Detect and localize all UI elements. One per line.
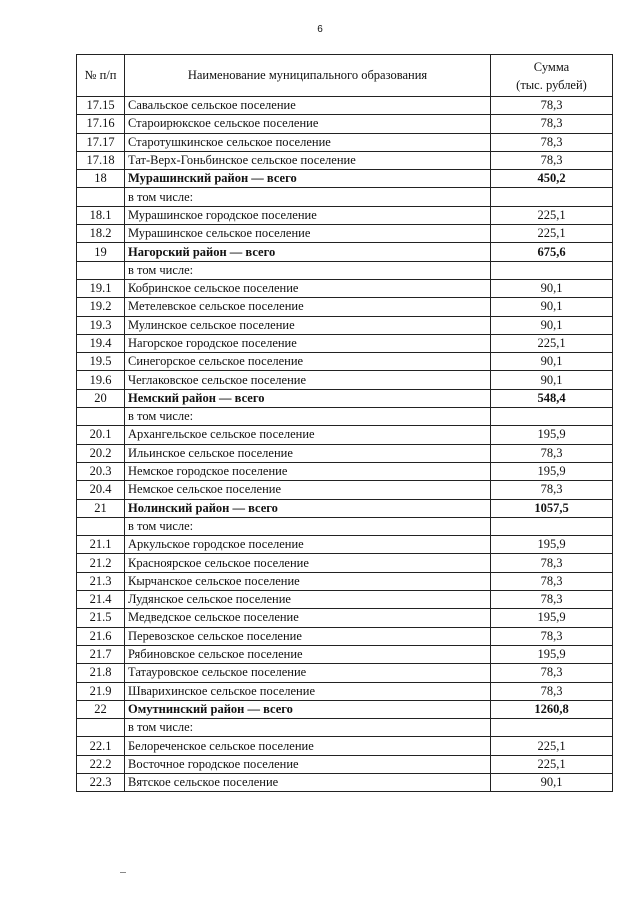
table-row: [77, 773, 613, 791]
row-sum: 195,9: [491, 645, 613, 663]
row-number: 20.4: [77, 481, 125, 499]
table-row: [77, 481, 613, 499]
row-name: Немский район — всего: [125, 389, 491, 407]
table-row: [77, 353, 613, 371]
table-row: [77, 755, 613, 773]
row-name: Татауровское сельское поселение: [125, 664, 491, 682]
row-name: Нагорское городское поселение: [125, 334, 491, 352]
subheading-row: [77, 408, 613, 426]
header-sum-line2: (тыс. рублей): [516, 77, 587, 92]
row-name: Перевозское сельское поселение: [125, 627, 491, 645]
table-row: [77, 591, 613, 609]
row-name: Омутнинский район — всего: [125, 700, 491, 718]
row-sum: 90,1: [491, 316, 613, 334]
row-sum: 78,3: [491, 481, 613, 499]
row-name: Тат-Верх-Гоньбинское сельское поселение: [125, 151, 491, 169]
row-name: Рябиновское сельское поселение: [125, 645, 491, 663]
table-row: [77, 206, 613, 224]
row-number: 19.1: [77, 279, 125, 297]
row-number: 21.8: [77, 664, 125, 682]
row-number: 19.6: [77, 371, 125, 389]
row-name: Лудянское сельское поселение: [125, 591, 491, 609]
table-row: [77, 298, 613, 316]
row-number: 17.15: [77, 97, 125, 115]
row-name: Нолинский район — всего: [125, 499, 491, 517]
table-row: [77, 737, 613, 755]
row-number: 18: [77, 170, 125, 188]
row-name: в том числе:: [125, 408, 491, 426]
row-sum: [491, 517, 613, 535]
table-row: [77, 279, 613, 297]
row-sum: 1260,8: [491, 700, 613, 718]
row-name: Мурашинский район — всего: [125, 170, 491, 188]
row-number: [77, 517, 125, 535]
row-sum: 195,9: [491, 426, 613, 444]
table-row: [77, 645, 613, 663]
table-header-row: [77, 55, 613, 97]
row-name: в том числе:: [125, 261, 491, 279]
row-name: Кырчанское сельское поселение: [125, 572, 491, 590]
table-row: [77, 682, 613, 700]
table-row: [77, 334, 613, 352]
row-name: Красноярское сельское поселение: [125, 554, 491, 572]
row-sum: 78,3: [491, 97, 613, 115]
header-sum: [491, 55, 613, 97]
row-sum: 195,9: [491, 462, 613, 480]
row-name: Мурашинское городское поселение: [125, 206, 491, 224]
table-row: [77, 316, 613, 334]
district-total-row: [77, 700, 613, 718]
row-sum: 225,1: [491, 737, 613, 755]
header-sum-line1: Сумма: [533, 59, 570, 74]
row-sum: 1057,5: [491, 499, 613, 517]
row-name: Старотушкинское сельское поселение: [125, 133, 491, 151]
row-sum: 78,3: [491, 133, 613, 151]
row-sum: 225,1: [491, 206, 613, 224]
row-name: в том числе:: [125, 188, 491, 206]
table-body: [77, 97, 613, 792]
row-number: 18.2: [77, 225, 125, 243]
table-row: [77, 444, 613, 462]
row-number: 19: [77, 243, 125, 261]
row-number: 17.18: [77, 151, 125, 169]
row-sum: 225,1: [491, 334, 613, 352]
row-sum: 195,9: [491, 536, 613, 554]
page-number: 6: [317, 24, 323, 35]
table-row: [77, 627, 613, 645]
row-sum: 450,2: [491, 170, 613, 188]
row-number: 22.2: [77, 755, 125, 773]
row-number: 21.7: [77, 645, 125, 663]
row-number: 19.2: [77, 298, 125, 316]
subheading-row: [77, 517, 613, 535]
allocation-table: [76, 54, 613, 792]
row-name: Медведское сельское поселение: [125, 609, 491, 627]
row-sum: 90,1: [491, 298, 613, 316]
row-number: 21: [77, 499, 125, 517]
row-sum: [491, 188, 613, 206]
row-name: Шварихинское сельское поселение: [125, 682, 491, 700]
row-sum: [491, 719, 613, 737]
row-sum: 90,1: [491, 279, 613, 297]
subheading-row: [77, 188, 613, 206]
header-name: Наименование муниципального образования: [125, 55, 491, 97]
table-row: [77, 133, 613, 151]
row-number: [77, 719, 125, 737]
row-number: 17.16: [77, 115, 125, 133]
row-name: Метелевское сельское поселение: [125, 298, 491, 316]
row-name: Нагорский район — всего: [125, 243, 491, 261]
row-sum: 78,3: [491, 444, 613, 462]
row-name: Ильинское сельское поселение: [125, 444, 491, 462]
row-sum: 78,3: [491, 664, 613, 682]
table-row: [77, 664, 613, 682]
row-number: 20.2: [77, 444, 125, 462]
row-number: [77, 408, 125, 426]
row-name: в том числе:: [125, 517, 491, 535]
row-sum: [491, 408, 613, 426]
row-name: Немское сельское поселение: [125, 481, 491, 499]
row-name: Белореченское сельское поселение: [125, 737, 491, 755]
row-sum: 225,1: [491, 755, 613, 773]
row-sum: 90,1: [491, 371, 613, 389]
row-sum: 78,3: [491, 591, 613, 609]
table-row: [77, 151, 613, 169]
table-row: [77, 115, 613, 133]
row-name: Савальское сельское поселение: [125, 97, 491, 115]
row-name: Кобринское сельское поселение: [125, 279, 491, 297]
row-sum: 195,9: [491, 609, 613, 627]
row-name: Мулинское сельское поселение: [125, 316, 491, 334]
district-total-row: [77, 499, 613, 517]
row-name: Вятское сельское поселение: [125, 773, 491, 791]
row-number: [77, 188, 125, 206]
subheading-row: [77, 719, 613, 737]
table-row: [77, 426, 613, 444]
row-number: 21.1: [77, 536, 125, 554]
row-number: 21.5: [77, 609, 125, 627]
row-name: Чеглаковское сельское поселение: [125, 371, 491, 389]
subheading-row: [77, 261, 613, 279]
row-sum: 78,3: [491, 682, 613, 700]
row-sum: 548,4: [491, 389, 613, 407]
table-row: [77, 225, 613, 243]
row-sum: [491, 261, 613, 279]
district-total-row: [77, 243, 613, 261]
row-sum: 90,1: [491, 353, 613, 371]
row-sum: 675,6: [491, 243, 613, 261]
table-row: [77, 554, 613, 572]
row-number: 21.2: [77, 554, 125, 572]
row-name: Немское городское поселение: [125, 462, 491, 480]
row-number: 21.3: [77, 572, 125, 590]
row-sum: 90,1: [491, 773, 613, 791]
row-name: в том числе:: [125, 719, 491, 737]
row-sum: 78,3: [491, 115, 613, 133]
table-row: [77, 462, 613, 480]
row-number: 18.1: [77, 206, 125, 224]
row-number: 19.5: [77, 353, 125, 371]
table-row: [77, 536, 613, 554]
row-sum: 78,3: [491, 554, 613, 572]
row-number: [77, 261, 125, 279]
row-number: 17.17: [77, 133, 125, 151]
row-number: 21.6: [77, 627, 125, 645]
row-number: 21.9: [77, 682, 125, 700]
row-name: Староирюкское сельское поселение: [125, 115, 491, 133]
row-number: 20: [77, 389, 125, 407]
row-number: 21.4: [77, 591, 125, 609]
row-number: 22: [77, 700, 125, 718]
row-number: 22.3: [77, 773, 125, 791]
table-row: [77, 97, 613, 115]
row-name: Мурашинское сельское поселение: [125, 225, 491, 243]
header-num: № п/п: [77, 55, 125, 97]
row-name: Аркульское городское поселение: [125, 536, 491, 554]
table-row: [77, 371, 613, 389]
row-number: 20.3: [77, 462, 125, 480]
row-number: 22.1: [77, 737, 125, 755]
row-sum: 78,3: [491, 151, 613, 169]
table-row: [77, 572, 613, 590]
row-name: Синегорское сельское поселение: [125, 353, 491, 371]
row-name: Архангельское сельское поселение: [125, 426, 491, 444]
row-number: 19.3: [77, 316, 125, 334]
row-number: 20.1: [77, 426, 125, 444]
scan-mark: [120, 872, 126, 873]
row-sum: 78,3: [491, 627, 613, 645]
district-total-row: [77, 170, 613, 188]
row-sum: 225,1: [491, 225, 613, 243]
row-number: 19.4: [77, 334, 125, 352]
table-row: [77, 609, 613, 627]
row-sum: 78,3: [491, 572, 613, 590]
row-name: Восточное городское поселение: [125, 755, 491, 773]
district-total-row: [77, 389, 613, 407]
